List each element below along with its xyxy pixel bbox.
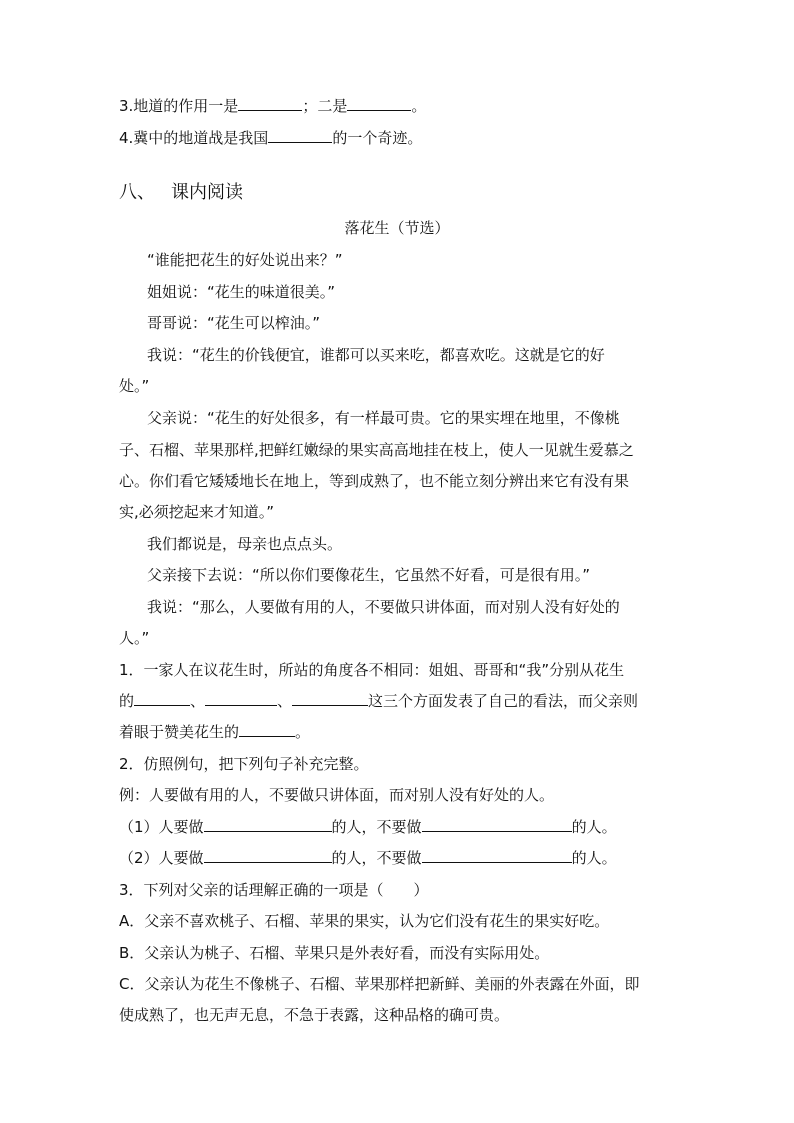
passage-line: 我们都说是，母亲也点点头。 (147, 535, 343, 553)
qq2-item2-mid: 的人，不要做 (331, 849, 422, 867)
qq2-item2-blank-1[interactable] (204, 848, 332, 863)
q4-suffix: 的一个奇迹。 (332, 129, 423, 147)
passage-title: 落花生（节选） (344, 219, 450, 237)
option-b[interactable]: B．父亲认为桃子、石榴、苹果只是外表好看，而没有实际用处。 (119, 944, 550, 962)
qq1-blank-2[interactable] (205, 691, 277, 706)
reading-question-1-line-1: 1．一家人在议花生时，所站的角度各不相同：姐姐、哥哥和“我”分别从花生 (119, 661, 625, 679)
qq1-blank-4[interactable] (239, 722, 295, 737)
passage-line: 人。” (119, 629, 150, 647)
reading-question-3-title: 3．下列对父亲的话理解正确的一项是（ ） (119, 881, 429, 899)
qq2-item1-suffix: 的人。 (571, 818, 617, 836)
passage-line: 处。” (119, 377, 150, 395)
qq2-item1-mid: 的人，不要做 (331, 818, 422, 836)
passage-line: 姐姐说：“花生的味道很美。” (147, 283, 336, 301)
qq1-sep-1: 、 (190, 692, 206, 710)
q3-mid: ；二是 (302, 97, 348, 115)
reading-question-1-line-3 (119, 722, 310, 742)
q4-prefix: 4.冀中的地道战是我国 (119, 129, 269, 147)
passage-line: 我说：“花生的价钱便宜，谁都可以买来吃，都喜欢吃。这就是它的好 (147, 346, 605, 364)
section-title: 课内阅读 (171, 182, 243, 203)
passage-line: “谁能把花生的好处说出来？” (147, 251, 343, 269)
option-c-line-2[interactable]: 使成熟了，也无声无息，不急于表露，这种品格的确可贵。 (119, 1006, 510, 1024)
qq1-blank-1[interactable] (134, 691, 190, 706)
reading-question-2-item-2 (119, 848, 617, 868)
qq2-item1-blank-1[interactable] (204, 817, 332, 832)
qq1-line3-suffix: 。 (295, 723, 311, 741)
passage-line: 哥哥说：“花生可以榨油。” (147, 314, 321, 332)
option-c-line-1[interactable]: C．父亲认为花生不像桃子、石榴、苹果那样把新鲜、美丽的外表露在外面，即 (119, 975, 640, 993)
qq2-item1-prefix: （1）人要做 (119, 818, 204, 836)
q4-blank[interactable] (268, 128, 332, 143)
qq2-item2-prefix: （2）人要做 (119, 849, 204, 867)
q3-blank-1[interactable] (238, 96, 302, 111)
qq1-line2-suffix: 这三个方面发表了自己的看法，而父亲则 (368, 692, 639, 710)
q3-blank-2[interactable] (347, 96, 411, 111)
section-heading (119, 181, 243, 205)
passage-line: 父亲接下去说：“所以你们要像花生，它虽然不好看，可是很有用。” (147, 566, 591, 584)
qq1-sep-2: 、 (277, 692, 293, 710)
reading-question-2-item-1 (119, 817, 617, 837)
qq2-item1-blank-2[interactable] (422, 817, 572, 832)
passage-line: 父亲说：“花生的好处很多，有一样最可贵。它的果实埋在地里，不像桃 (147, 409, 620, 427)
qq1-blank-3[interactable] (292, 691, 368, 706)
reading-question-2-title: 2．仿照例句，把下列句子补充完整。 (119, 755, 369, 773)
reading-question-1-line-2 (119, 691, 638, 711)
option-a[interactable]: A．父亲不喜欢桃子、石榴、苹果的果实，认为它们没有花生的果实好吃。 (119, 912, 610, 930)
passage-line: 我说：“那么，人要做有用的人，不要做只讲体面，而对别人没有好处的 (147, 598, 620, 616)
q3-suffix: 。 (411, 97, 427, 115)
section-number: 八、 (119, 182, 155, 203)
qq1-prefix: 的 (119, 692, 135, 710)
reading-question-2-example: 例：人要做有用的人，不要做只讲体面，而对别人没有好处的人。 (119, 786, 555, 804)
q3-prefix: 3.地道的作用一是 (119, 97, 239, 115)
passage-line: 子、石榴、苹果那样,把鲜红嫩绿的果实高高地挂在枝上，使人一见就生爱慕之 (119, 441, 634, 459)
question-4 (119, 128, 422, 148)
qq1-line3-prefix: 着眼于赞美花生的 (119, 723, 240, 741)
qq2-item2-blank-2[interactable] (422, 848, 572, 863)
passage-line: 心。你们看它矮矮地长在地上，等到成熟了，也不能立刻分辨出来它有没有果 (119, 472, 630, 490)
question-3 (119, 96, 426, 116)
passage-line: 实,必须挖起来才知道。” (119, 503, 275, 521)
qq2-item2-suffix: 的人。 (571, 849, 617, 867)
